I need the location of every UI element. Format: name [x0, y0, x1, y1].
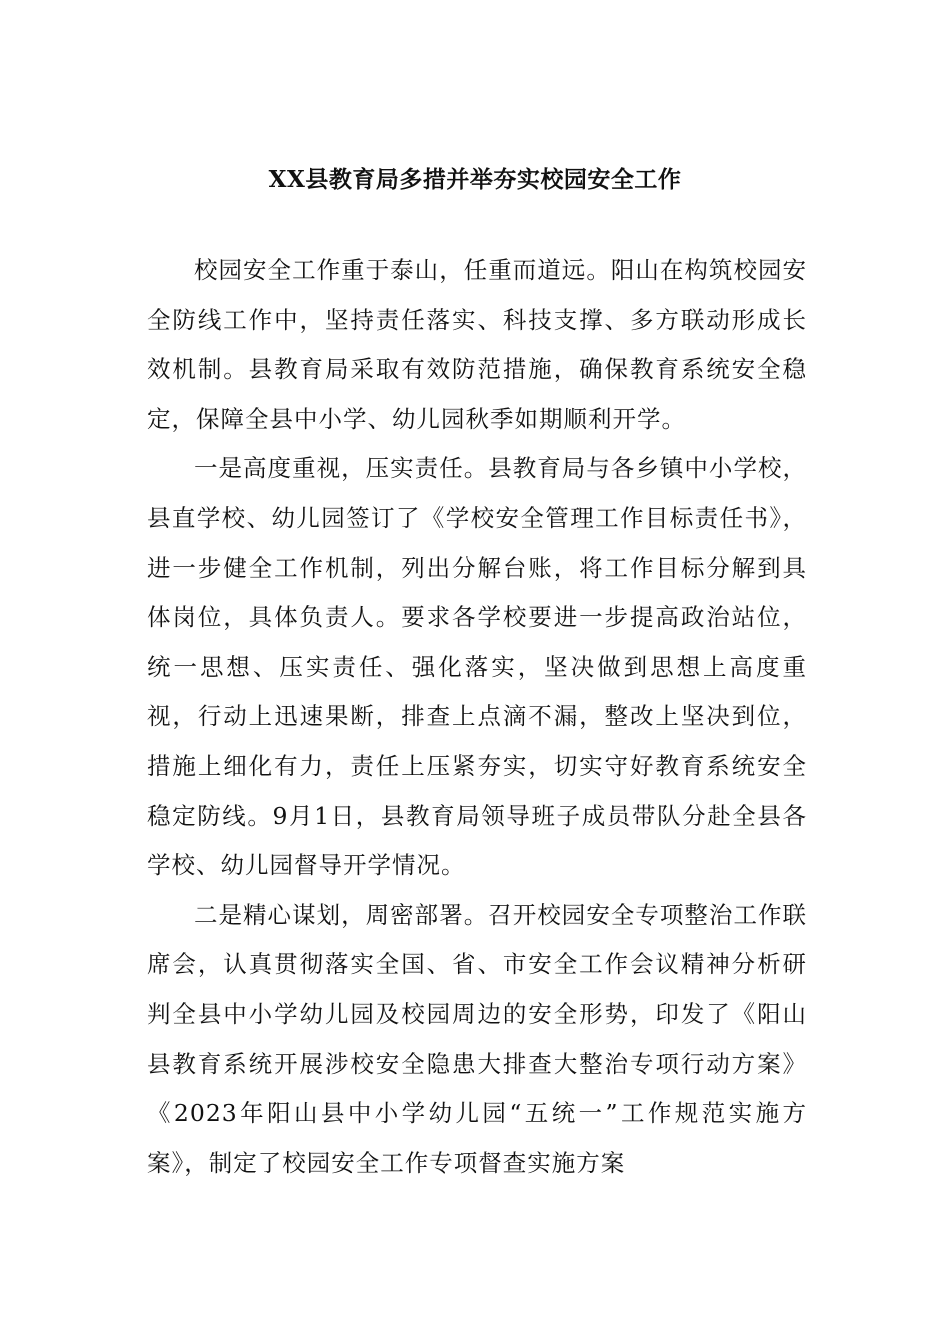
paragraph-intro: 校园安全工作重于泰山，任重而道远。阳山在构筑校园安全防线工作中，坚持责任落实、科技支撑、多方联动形成长效机制。县教育局采取有效防范措施，确保教育系统安全稳定，保障全县中小学、幼儿园秋季如期顺利开学。	[147, 256, 807, 433]
document-title: XX县教育局多措并举夯实校园安全工作	[268, 166, 682, 193]
document-body	[147, 246, 807, 1188]
paragraph-point-one: 一是高度重视，压实责任。县教育局与各乡镇中小学校，县直学校、幼儿园签订了《学校安全管理工作目标责任书》，进一步健全工作机制，列出分解台账，将工作目标分解到具体岗位，具体负责人。要求各学校要进一步提高政治站位，统一思想、压实责任、强化落实，坚决做到思想上高度重视，行动上迅速果断，排查上点滴不漏，整改上坚决到位，措施上细化有力，责任上压紧夯实，切实守好教育系统安全稳定防线。9月1日，县教育局领导班子成员带队分赴全县各学校、幼儿园督导开学情况。	[147, 454, 807, 880]
paragraph-point-two: 二是精心谋划，周密部署。召开校园安全专项整治工作联席会，认真贯彻落实全国、省、市安全工作会议精神分析研判全县中小学幼儿园及校园周边的安全形势，印发了《阳山县教育系统开展涉校安全隐患大排查大整治专项行动方案》《2023年阳山县中小学幼儿园“五统一”工作规范实施方案》，制定了校园安全工作专项督查实施方案	[147, 900, 807, 1177]
